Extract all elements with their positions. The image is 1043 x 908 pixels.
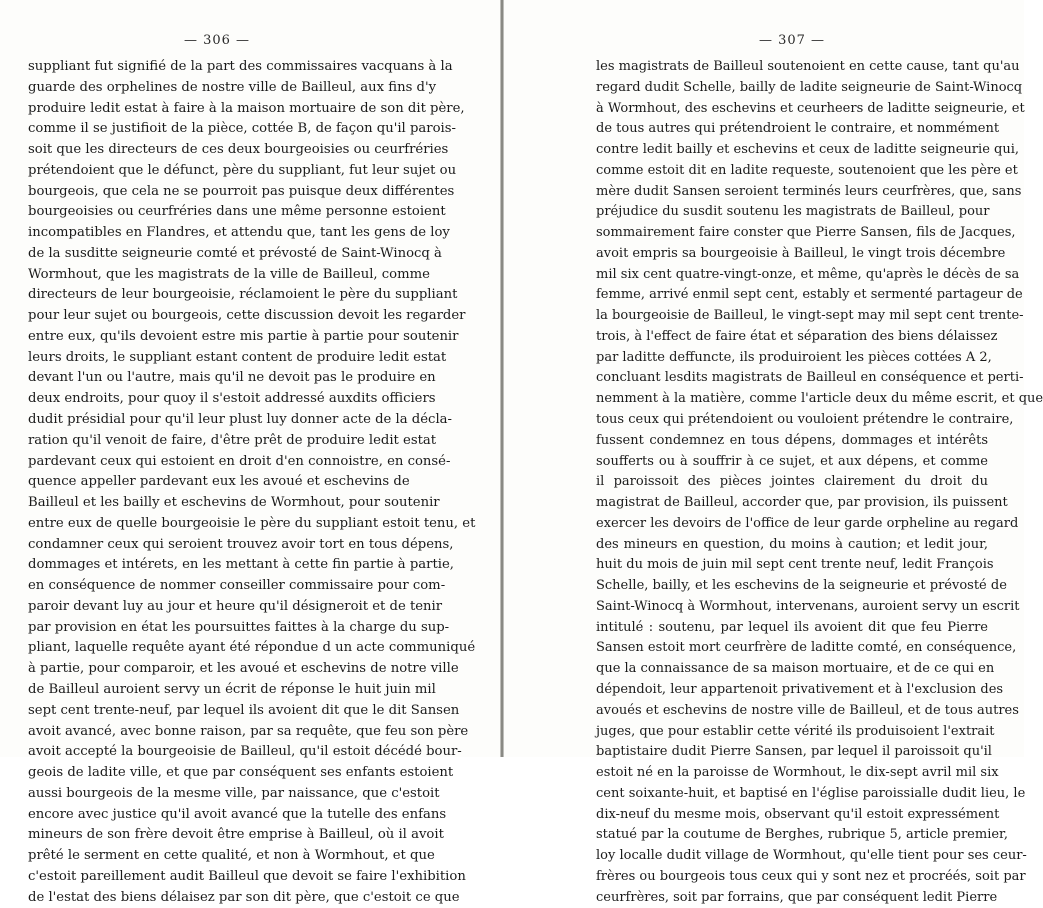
text-line: femme, arrivé enmil sept cent, estably et sermenté partageur de bbox=[596, 287, 1023, 303]
text-line: que la connaissance de sa maison mortuaire, et de ce qui en bbox=[596, 661, 995, 677]
text-line: encore avec justice qu'il avoit avancé que la tutelle des enfans bbox=[28, 806, 447, 822]
text-line: baptistaire dudit Pierre Sansen, par lequel il paroissoit qu'il bbox=[596, 744, 992, 760]
text-line: ration qu'il venoit de faire, d'être prêt de produire ledit estat bbox=[28, 432, 437, 448]
page-number-left: — 306 — bbox=[183, 33, 251, 48]
text-line: exercer les devoirs de l'office de leur garde orpheline au regard bbox=[596, 515, 1019, 531]
text-line: de l'estat des biens délaisez par son dit père, que c'estoit ce que bbox=[28, 889, 460, 905]
text-line: Schelle, bailly, et les eschevins de la seigneurie et prévosté de bbox=[596, 578, 1007, 594]
text-line: pardevant ceux qui estoient en droit d'en connoistre, en consé- bbox=[28, 453, 451, 469]
text-line: incompatibles en Flandres, et attendu que, tant les gens de loy bbox=[28, 225, 450, 241]
text-line: contre ledit bailly et eschevins et ceux de laditte seigneurie qui, bbox=[596, 142, 1020, 158]
text-line: estoit né en la paroisse de Wormhout, le dix-sept avril mil six bbox=[596, 765, 999, 781]
text-line: mil six cent quatre-vingt-onze, et même, qu'après le décès de sa bbox=[596, 266, 1020, 282]
text-line: avoit accepté la bourgeoisie de Bailleul, qu'il estoit décédé bour- bbox=[28, 744, 462, 760]
text-line: en conséquence de nommer conseiller commissaire pour com- bbox=[28, 578, 446, 594]
text-line: intitulé : soutenu, par lequel ils avoient dit que feu Pierre bbox=[596, 619, 988, 635]
text-line: deux endroits, pour quoy il s'estoit addressé auxdits officiers bbox=[28, 391, 436, 407]
text-line: produire ledit estat à faire à la maison mortuaire de son dit père, bbox=[28, 100, 465, 116]
text-line: de Bailleul auroient servy un écrit de réponse le huit juin mil bbox=[28, 681, 436, 697]
text-line: mère dudit Sansen seroient terminés leurs ceurfrères, que, sans bbox=[596, 183, 1022, 199]
text-line: geois de ladite ville, et que par conséquent ses enfants estoient bbox=[28, 765, 454, 781]
text-line: fussent condemnez en tous dépens, dommages et intérêts bbox=[596, 432, 988, 448]
text-line: la bourgeoisie de Bailleul, le vingt-sept may mil sept cent trente- bbox=[596, 308, 1024, 324]
text-line: avoit avancé, avec bonne raison, par sa requête, que feu son père bbox=[28, 723, 469, 739]
text-line: leurs droits, le suppliant estant content de produire ledit estat bbox=[28, 349, 447, 365]
right-page-text bbox=[596, 57, 1043, 908]
text-line: concluant lesdits magistrats de Bailleul en conséquence et perti- bbox=[596, 370, 1024, 386]
text-line: dommages et intérets, en les mettant à cette fin partie à partie, bbox=[28, 557, 454, 573]
book-gutter bbox=[500, 0, 504, 757]
text-line: dix-neuf du mesme mois, observant qu'il estoit expressément bbox=[596, 806, 1000, 822]
text-line: prêté le serment en cette qualité, et non à Wormhout, et que bbox=[28, 848, 435, 864]
text-line: directeurs de leur bourgeoisie, réclamoient le père du suppliant bbox=[28, 287, 458, 303]
text-line: à partie, pour comparoir, et les avoué et eschevins de notre ville bbox=[28, 661, 459, 677]
text-line: dudit présidial pour qu'il leur plust luy donner acte de la décla- bbox=[28, 412, 452, 428]
text-line: paroir devant luy au jour et heure qu'il désigneroit et de tenir bbox=[28, 598, 443, 614]
text-line: condamner ceux qui seroient trouvez avoir tort en tous dépens, bbox=[28, 536, 454, 552]
text-line: sommairement faire conster que Pierre Sansen, fils de Jacques, bbox=[596, 225, 1016, 241]
text-line: Bailleul et les bailly et eschevins de Wormhout, pour soutenir bbox=[28, 495, 440, 511]
text-line: bourgeoisies ou ceurfréries dans une même personne estoient bbox=[28, 204, 446, 220]
text-line: c'estoit pareillement audit Bailleul que devoit se faire l'exhibition bbox=[28, 868, 466, 884]
text-line: cent soixante-huit, et baptisé en l'église paroissialle dudit lieu, le bbox=[596, 785, 1026, 801]
text-line: avoit empris sa bourgeoisie à Bailleul, le vingt trois décembre bbox=[596, 245, 1006, 261]
text-line: frères ou bourgeois tous ceux qui y sont nez et procréés, soit par bbox=[596, 868, 1026, 884]
text-line: entre eux, qu'ils devoient estre mis partie à partie pour soutenir bbox=[28, 328, 459, 344]
text-line: comme il se justifioit de la pièce, cottée B, de façon qu'il parois- bbox=[28, 121, 456, 137]
text-line: les magistrats de Bailleul soutenoient en cette cause, tant qu'au bbox=[596, 59, 1020, 74]
text-line: pour leur sujet ou bourgeois, cette discussion devoit les regarder bbox=[28, 308, 466, 324]
text-line: huit du mois de juin mil sept cent trente neuf, ledit François bbox=[596, 557, 994, 573]
text-line: magistrat de Bailleul, accorder que, par provision, ils puissent bbox=[596, 495, 1008, 511]
text-line: avoués et eschevins de nostre ville de Bailleul, et de tous autres bbox=[596, 702, 1019, 718]
text-line: aussi bourgeois de la mesme ville, par naissance, que c'estoit bbox=[28, 785, 440, 801]
text-line: dépendoit, leur appartenoit privativement et à l'exclusion des bbox=[596, 681, 1004, 697]
text-line: Saint-Winocq à Wormhout, intervenans, auroient servy un escrit bbox=[596, 598, 1020, 614]
text-line: entre eux de quelle bourgeoisie le père du suppliant estoit tenu, et bbox=[28, 515, 476, 531]
text-line: suppliant fut signifié de la part des commissaires vacquans à la bbox=[28, 59, 453, 74]
text-line: bourgeois, que cela ne se pourroit pas puisque deux différentes bbox=[28, 183, 455, 199]
page-number-right: — 307 — bbox=[758, 33, 826, 48]
text-line: préjudice du susdit soutenu les magistrats de Bailleul, pour bbox=[596, 204, 990, 220]
text-line: Wormhout, que les magistrats de la ville de Bailleul, comme bbox=[28, 266, 430, 282]
text-line: sept cent trente-neuf, par lequel ils avoient dit que le dit Sansen bbox=[28, 702, 460, 718]
text-line: statué par la coutume de Berghes, rubrique 5, article premier, bbox=[596, 827, 1008, 843]
text-line: soufferts ou à souffrir à ce sujet, et aux dépens, et comme bbox=[596, 453, 988, 469]
text-line: ceurfrères, soit par forrains, que par conséquent ledit Pierre bbox=[596, 889, 998, 905]
text-line: des mineurs en question, du moins à caution; et ledit jour, bbox=[596, 536, 988, 552]
text-line: de la susditte seigneurie comté et prévosté de Saint-Winocq à bbox=[28, 245, 442, 261]
text-line: quence appeller pardevant eux les avoué et eschevins de bbox=[28, 474, 410, 490]
text-line: Sansen estoit mort ceurfrère de laditte comté, en conséquence, bbox=[596, 640, 1017, 656]
text-line: de tous autres qui prétendroient le contraire, et nommément bbox=[596, 121, 1000, 137]
text-line: pliant, laquelle requête ayant été répondue d un acte communiqué bbox=[28, 640, 476, 656]
text-line: devant l'un ou l'autre, mais qu'il ne devoit pas le produire en bbox=[28, 370, 436, 386]
text-line: il paroissoit des pièces jointes clairement du droit du bbox=[596, 474, 988, 490]
text-line: mineurs de son frère devoit être emprise à Bailleul, où il avoit bbox=[28, 827, 444, 843]
text-line: nemment à la matière, comme l'article deux du même escrit, et que bbox=[596, 391, 1043, 407]
text-line: loy localle dudit village de Wormhout, qu'elle tient pour ses ceur- bbox=[596, 848, 1027, 864]
text-line: à Wormhout, des eschevins et ceurheers de laditte seigneurie, et bbox=[596, 100, 1025, 116]
text-line: guarde des orphelines de nostre ville de Bailleul, aux fins d'y bbox=[28, 79, 437, 95]
text-line: comme estoit dit en ladite requeste, soutenoient que les père et bbox=[596, 162, 1018, 178]
left-page-text bbox=[28, 57, 476, 908]
text-line: regard dudit Schelle, bailly de ladite seigneurie de Saint-Winocq bbox=[596, 79, 1023, 95]
text-line: prétendoient que le défunct, père du suppliant, fut leur sujet ou bbox=[28, 162, 457, 178]
text-line: juges, que pour establir cette vérité ils produisoient l'extrait bbox=[596, 723, 995, 739]
text-line: trois, à l'effect de faire état et séparation des biens délaissez bbox=[596, 328, 998, 344]
text-line: tous ceux qui prétendoient ou vouloient prétendre le contraire, bbox=[596, 412, 1014, 428]
text-line: soit que les directeurs de ces deux bourgeoisies ou ceurfréries bbox=[28, 142, 449, 158]
text-line: par provision en état les poursuittes faittes à la charge du sup- bbox=[28, 619, 450, 635]
text-line: par laditte deffuncte, ils produiroient les pièces cottées A 2, bbox=[596, 349, 992, 365]
